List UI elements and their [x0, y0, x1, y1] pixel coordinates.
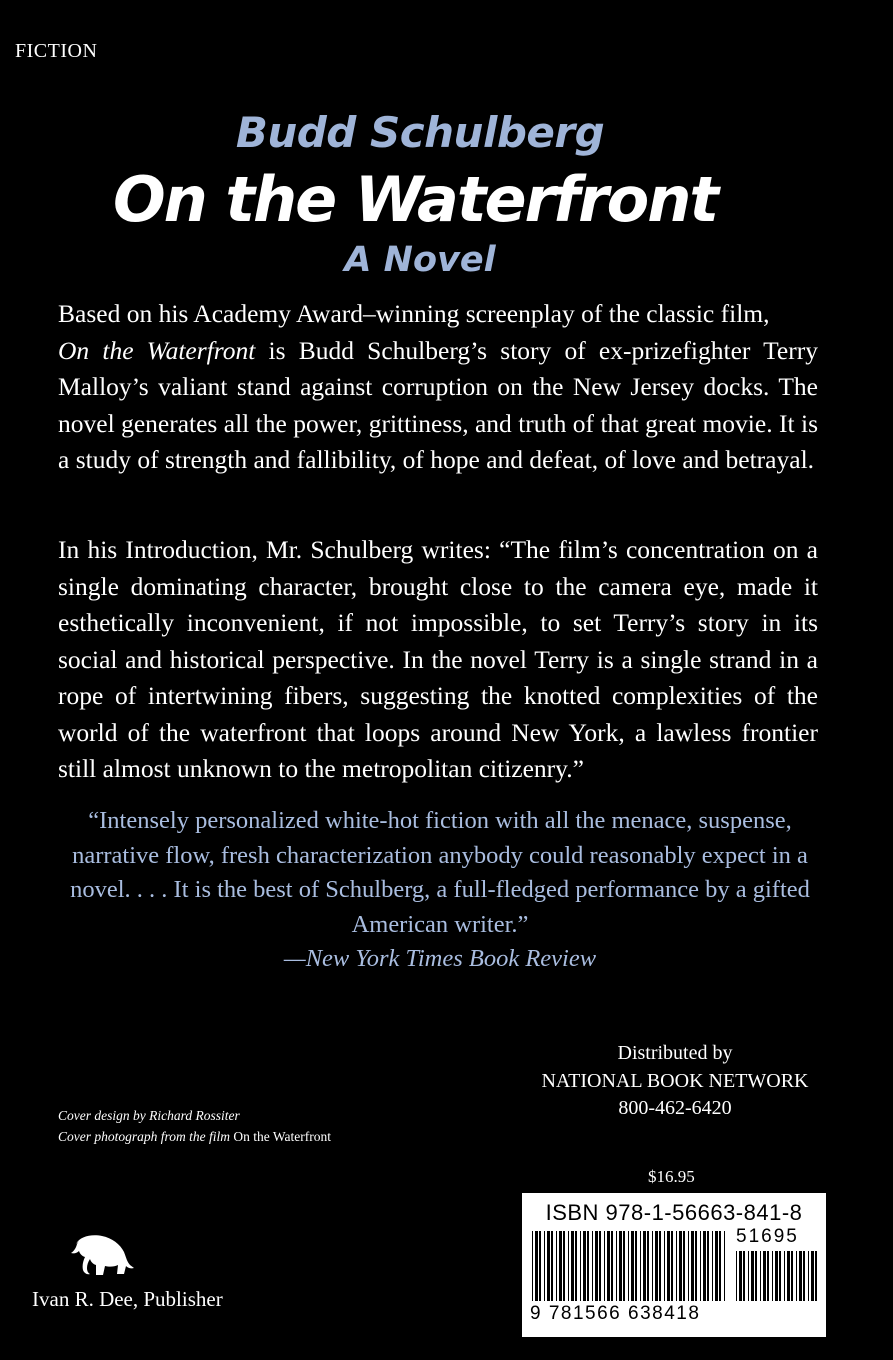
film-title-italic: On the Waterfront [58, 335, 256, 365]
introduction-paragraph: In his Introduction, Mr. Schulberg writes: “The film’s concentration on a single dominating character, brought close to the camera eye, made it esthetically inconvenient, if not impossible, to set Terry’s story in its social and historical perspective. In the novel Terry is a single strand in a rope of intertwining fibers, suggesting the knotted complexities of the world of the waterfront that loops around New York, a lawless frontier still almost unknown to the metropolitan citizenry.” [58, 535, 818, 783]
author-name: Budd Schulberg [235, 108, 605, 157]
barcode-bar [599, 1231, 601, 1301]
barcode-bar [671, 1231, 673, 1301]
description-paragraph [58, 296, 818, 479]
barcode-bar [568, 1231, 569, 1301]
description-text-before: Based on his Academy Award–winning screenplay of the classic film, [58, 299, 770, 328]
barcode-bar [559, 1231, 562, 1301]
barcode-bar [715, 1231, 718, 1301]
barcode-bar [631, 1231, 634, 1301]
barcode-bar [751, 1251, 754, 1301]
barcode-bar [679, 1231, 682, 1301]
barcode-bar [544, 1231, 545, 1301]
barcode-bar [640, 1231, 641, 1301]
cover-photo-film: On the Waterfront [233, 1129, 332, 1144]
barcode-bar [604, 1231, 605, 1301]
review-source: —New York Times Book Review [283, 945, 597, 972]
distributor-name: NATIONAL BOOK NETWORK [541, 1069, 809, 1092]
ean-digits: 9 781566 638418 [530, 1303, 701, 1324]
barcode-bar [587, 1231, 589, 1301]
barcode-bar [767, 1251, 769, 1301]
barcode-bar [616, 1231, 617, 1301]
barcode-bar [583, 1231, 586, 1301]
barcode-bar [707, 1231, 709, 1301]
isbn-barcode [522, 1193, 826, 1337]
barcode-bar [799, 1251, 802, 1301]
elephant-icon [54, 1230, 136, 1280]
barcode-bar [743, 1251, 745, 1301]
barcode-bar [563, 1231, 565, 1301]
barcode-bar [796, 1251, 797, 1301]
barcode-bar [760, 1251, 761, 1301]
barcode-bar [739, 1251, 742, 1301]
barcode-bar [647, 1231, 649, 1301]
distributor-phone: 800-462-6420 [618, 1097, 732, 1119]
barcode-bar [683, 1231, 685, 1301]
barcode-bar [595, 1231, 598, 1301]
barcode-bar [688, 1231, 689, 1301]
price-label: $16.95 [648, 1167, 695, 1186]
barcode-bar [748, 1251, 749, 1301]
barcode-bar [571, 1231, 574, 1301]
book-subtitle: A Novel [344, 240, 496, 280]
barcode-bar [755, 1251, 757, 1301]
barcode-bar [724, 1231, 725, 1301]
barcode-bar [695, 1231, 697, 1301]
publisher-name: Ivan R. Dee, Publisher [32, 1287, 223, 1311]
genre-label: FICTION [15, 40, 98, 62]
barcode-bar [580, 1231, 581, 1301]
barcode-bar [791, 1251, 793, 1301]
cover-photo-credit [58, 1126, 331, 1147]
barcode-bar [539, 1231, 541, 1301]
barcode-bar [703, 1231, 706, 1301]
barcode-bar [628, 1231, 629, 1301]
barcode-bar [652, 1231, 653, 1301]
barcode-bar [772, 1251, 773, 1301]
distribution-label: Distributed by [617, 1042, 733, 1064]
description-text-after: is Budd Schulberg’s story of ex-prizefighter Terry Malloy’s valiant stand against corruption on the New Jersey docks. The novel generates all the power, grittiness, and truth of that great movie. It is a study of strength and fallibility, of hope and defeat, of love and betrayal. [58, 335, 818, 474]
barcode-bar [803, 1251, 805, 1301]
barcode-bar [667, 1231, 670, 1301]
barcode-bar [655, 1231, 658, 1301]
barcode-bar [635, 1231, 637, 1301]
barcode-bar [736, 1251, 737, 1301]
barcode-bar [551, 1231, 553, 1301]
barcode-bar [664, 1231, 665, 1301]
barcode-bar [700, 1231, 701, 1301]
price-addon-digits: 51695 [736, 1226, 799, 1247]
barcode-bar [623, 1231, 625, 1301]
barcode-bar [808, 1251, 809, 1301]
barcode-bar [575, 1231, 577, 1301]
barcode-bar [811, 1251, 814, 1301]
barcode-bar [784, 1251, 785, 1301]
cover-credits [58, 1105, 331, 1147]
barcode-bar [607, 1231, 610, 1301]
barcode-bar [611, 1231, 613, 1301]
barcode-bar [787, 1251, 790, 1301]
cover-photo-prefix: Cover photograph from the film [58, 1129, 230, 1144]
barcode-bar [691, 1231, 694, 1301]
barcode-bar [535, 1231, 538, 1301]
barcode-bar [619, 1231, 622, 1301]
barcode-bar [779, 1251, 781, 1301]
review-quote [60, 804, 820, 977]
barcode-bar [763, 1251, 766, 1301]
barcode-bar [659, 1231, 661, 1301]
barcode-bar [719, 1231, 721, 1301]
barcode-bar [712, 1231, 713, 1301]
barcode-bar [775, 1251, 778, 1301]
barcode-bar [643, 1231, 646, 1301]
barcode-bar [547, 1231, 550, 1301]
book-title: On the Waterfront [112, 163, 718, 236]
distribution-info [520, 1040, 830, 1123]
cover-design-credit: Cover design by Richard Rossiter [58, 1108, 240, 1123]
barcode-bar [815, 1251, 817, 1301]
isbn-number: ISBN 978-1-56663-841-8 [545, 1200, 803, 1225]
barcode-bar [556, 1231, 557, 1301]
review-quote-text: “Intensely personalized white-hot fiction with all the menace, suspense, narrative flow, fresh characterization anybody could reasonably expect in a novel. . . . It is the best of Schulberg, a full-fledged performance by a gifted American writer.” [70, 807, 810, 938]
barcode-bar [676, 1231, 677, 1301]
barcode-bar [592, 1231, 593, 1301]
barcode-bar [532, 1231, 533, 1301]
